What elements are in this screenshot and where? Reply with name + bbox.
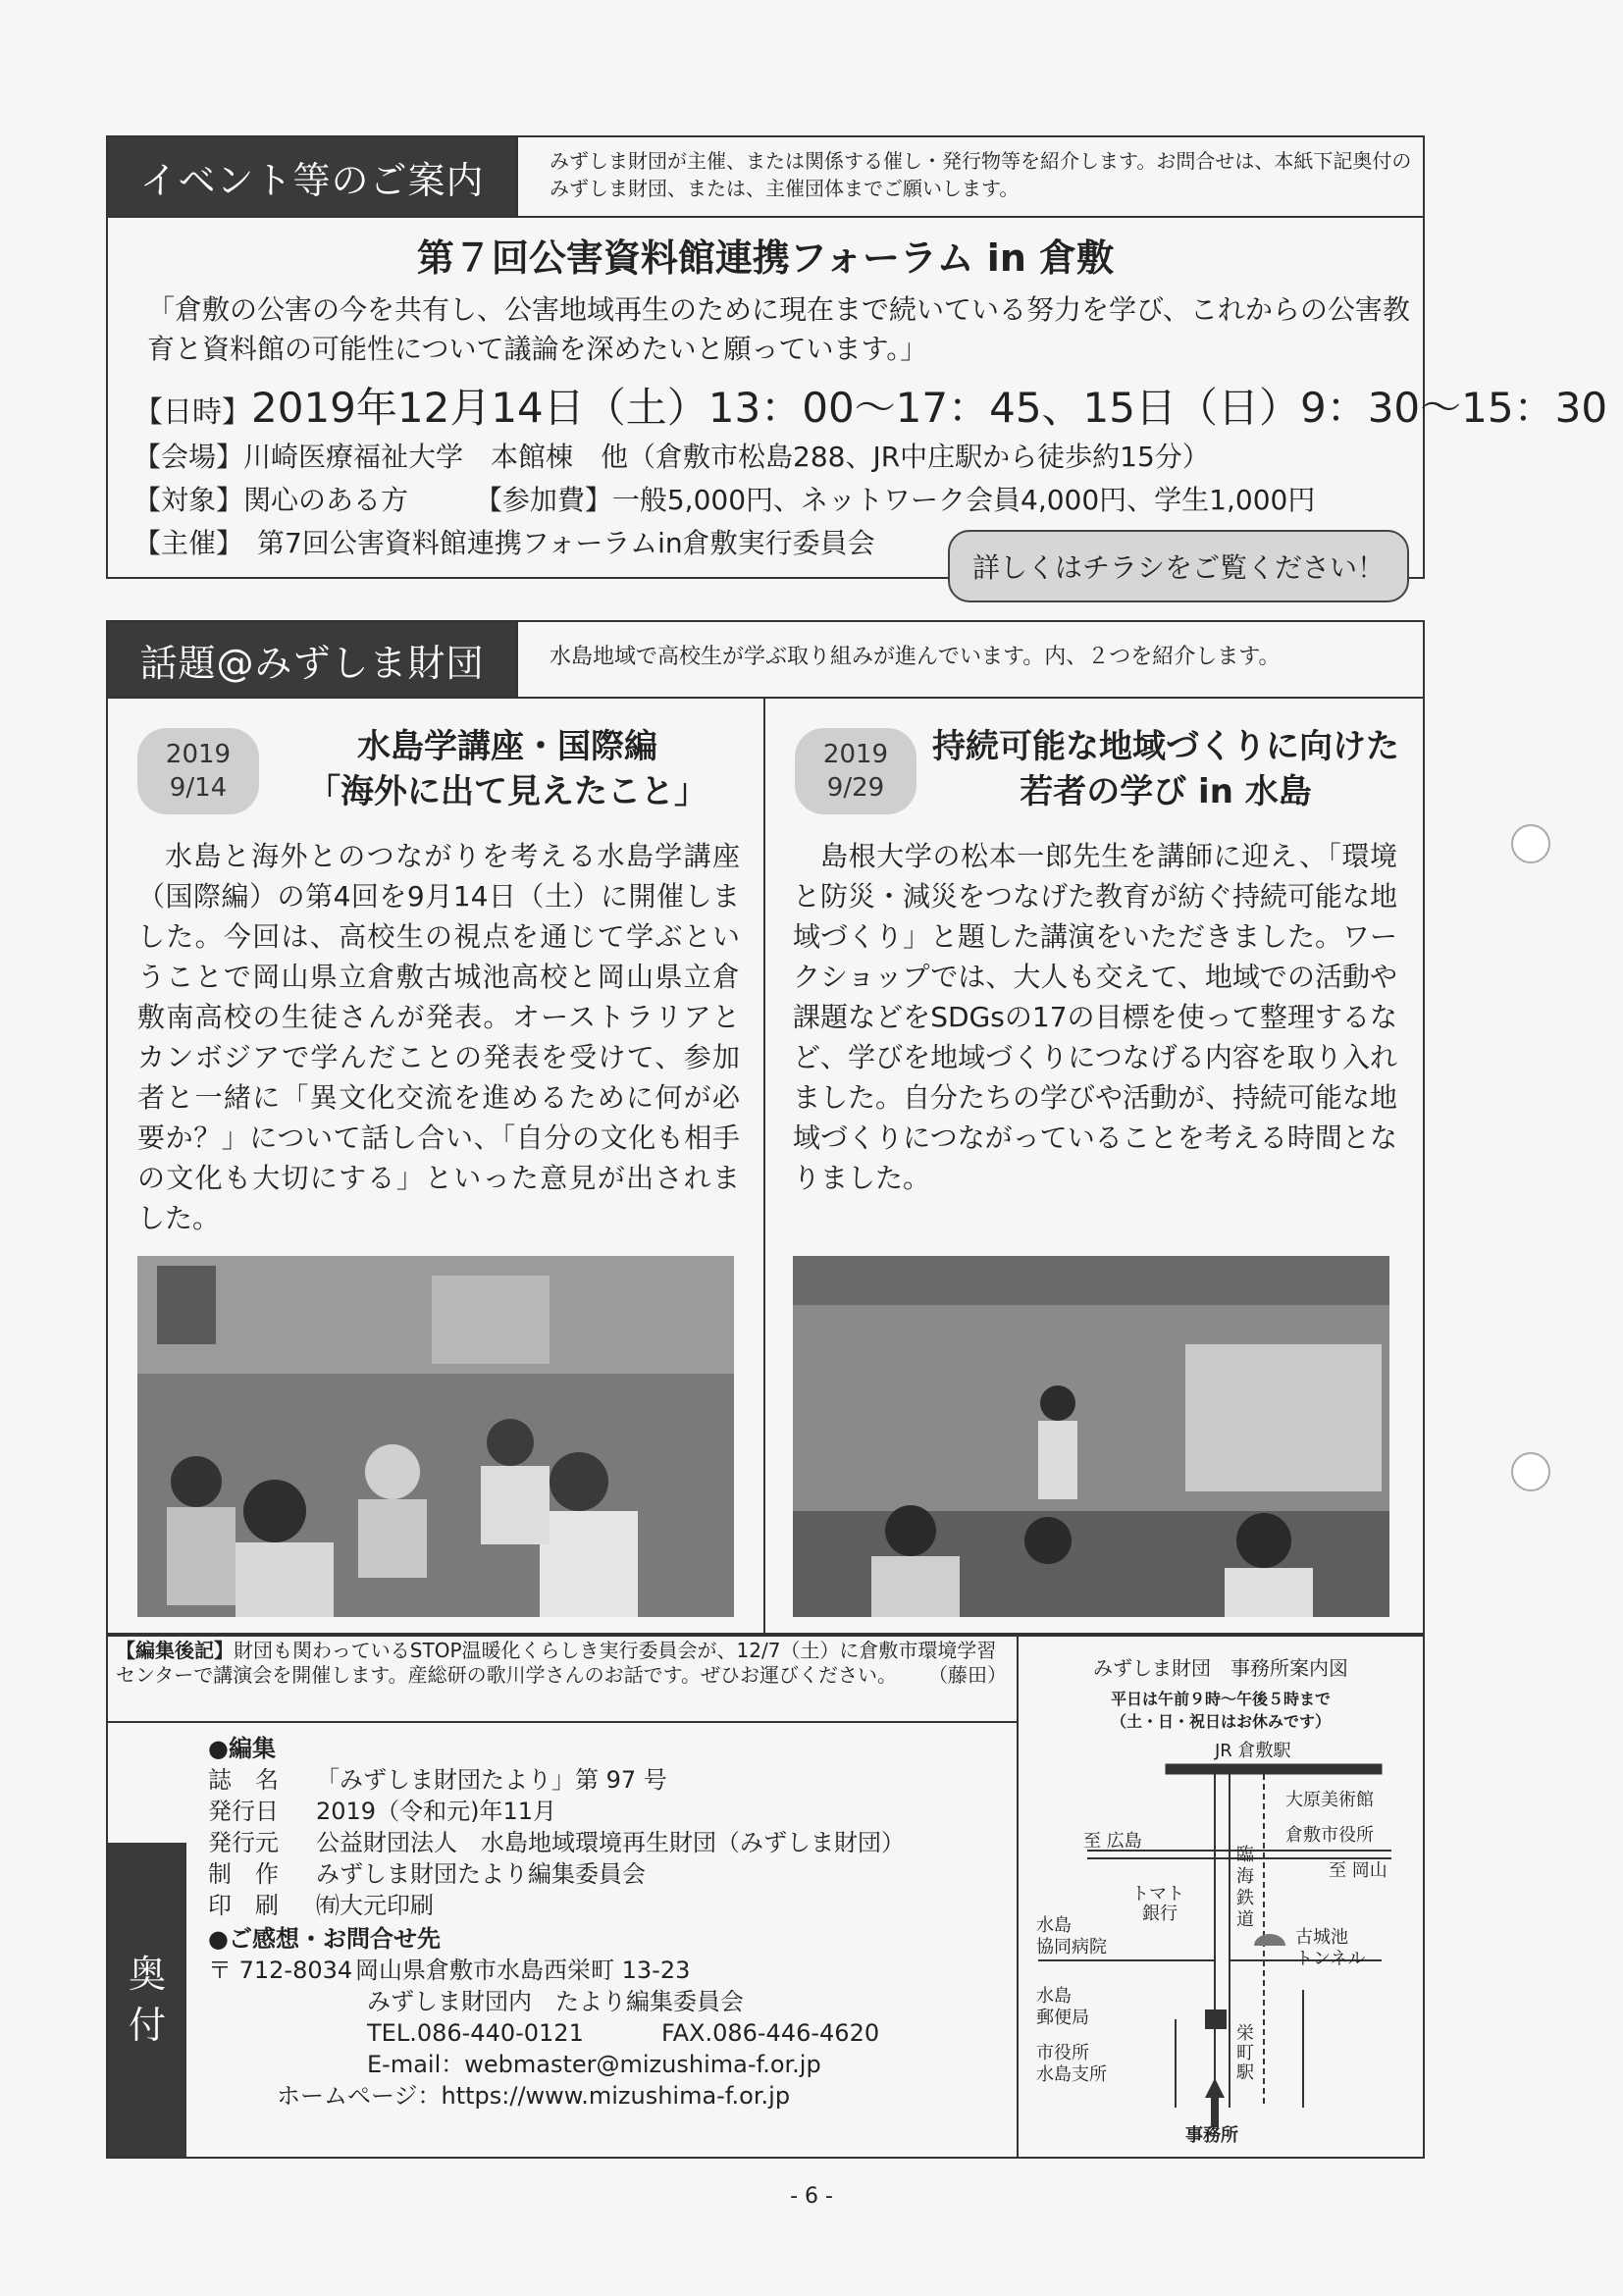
article-1-date: 9/14 <box>169 773 228 803</box>
colophon-row: 発行元 公益財団法人 水島地域環境再生財団（みずしま財団） <box>208 1829 905 1856</box>
colophon-homepage[interactable]: ホームページ：https://www.mizushima-f.or.jp <box>277 2082 791 2110</box>
map-label-hospital-1: 水島 <box>1036 1915 1072 1936</box>
map-label-office: 事務所 <box>1185 2125 1238 2146</box>
events-section-title: イベント等のご案内 <box>139 158 485 202</box>
colophon-dept: みずしま財団内 たより編集委員会 <box>367 1988 744 2015</box>
binder-hole <box>1511 824 1550 863</box>
map-label-hospital-2: 協同病院 <box>1036 1937 1107 1957</box>
colophon-address: 岡山県倉敷市水島西栄町 13-23 <box>355 1957 691 1984</box>
article-2-body: 島根大学の松本一郎先生を講師に迎え、「環境と防災・減災をつなげた教育が紡ぐ持続可能な地域づくり」と題した講演をいただきました。ワークショップでは、大人も交えて、地域での活動や課題などをSDGsの17の目標を使って整理するなど、学びを地域づくりにつなげる内容を取り入れました。自分たちの学びや活動が、持続可能な地域づくりにつながっていることを考える時間となりました。 <box>793 840 1398 1194</box>
editor-note-text: 財団も関わっているSTOP温暖化くらしき実行委員会が、12/7（土）に倉敷市環境学習センターで講演会を開催します。産総研の歌川学さんのお話です。ぜひお運びください。 <box>116 1639 997 1687</box>
map-label-rinkai-4: 道 <box>1236 1909 1254 1930</box>
event-target-label: 【対象】 <box>133 484 244 516</box>
lecture-hall-photo <box>793 1256 1389 1617</box>
map-label-post-2: 郵便局 <box>1036 2008 1089 2028</box>
map-label-kojoike: 古城池 <box>1295 1927 1348 1948</box>
colophon-tel: TEL.086-440-0121 <box>367 2019 584 2047</box>
map-label-tomato-1: トマト <box>1131 1884 1184 1905</box>
event-organizer-value: 第7回公害資料館連携フォーラムin倉敷実行委員会 <box>257 527 875 559</box>
event-organizer-label: 【主催】 <box>133 527 244 559</box>
colophon-row: 印 刷 ㈲大元印刷 <box>208 1892 434 1919</box>
event-venue-label: 【会場】 <box>133 441 244 473</box>
map-title: みずしま財団 事務所案内図 <box>1093 1656 1348 1680</box>
article-1-title: 水島学講座・国際編 「海外に出て見えたこと」 <box>307 727 707 811</box>
office-map <box>1019 1637 1423 2157</box>
events-section-header <box>108 137 516 216</box>
flyer-note-badge: 詳しくはチラシをご覧ください！ <box>948 530 1409 602</box>
article-1-date-badge <box>137 728 259 814</box>
topics-section-title: 話題@みずしま財団 <box>139 641 485 685</box>
map-label-ohara: 大原美術館 <box>1285 1790 1374 1810</box>
editor-note-label: 【編集後記】 <box>116 1639 234 1662</box>
editor-note-signature: （藤田） <box>928 1663 1007 1687</box>
event-date <box>133 383 1607 439</box>
article-1-year: 2019 <box>165 740 232 769</box>
map-label-station: JR 倉敷駅 <box>1215 1741 1291 1761</box>
map-label-branch-1: 市役所 <box>1036 2043 1089 2063</box>
map-label-branch-2: 水島支所 <box>1036 2064 1107 2085</box>
event-fee-label: 【参加費】 <box>474 484 612 516</box>
lecture-discussion-photo <box>137 1256 734 1617</box>
article-2-title: 持続可能な地域づくりに向けた 若者の学び in 水島 <box>932 727 1399 811</box>
topics-intro: 水島地域で高校生が学ぶ取り組みが進んでいます。内、２つを紹介します。 <box>550 645 1281 669</box>
map-label-post-1: 水島 <box>1036 1986 1072 2007</box>
article-2-date-badge <box>795 728 916 814</box>
map-hours: 平日は午前９時〜午後５時まで <box>1110 1690 1331 1708</box>
map-label-sakae-2: 町 <box>1236 2043 1254 2063</box>
colophon-contact-heading: ●ご感想・お問合せ先 <box>208 1925 441 1953</box>
map-label-sakae-3: 駅 <box>1236 2062 1254 2083</box>
article-2-date: 9/29 <box>826 773 885 803</box>
colophon-postal: 〒 712-8034 <box>208 1957 353 1984</box>
colophon <box>208 1733 1013 2112</box>
event-fee-value: 一般5,000円、ネットワーク会員4,000円、学生1,000円 <box>611 484 1316 516</box>
article-2-photo <box>793 1256 1389 1617</box>
map-label-sakae-1: 栄 <box>1236 2023 1254 2044</box>
colophon-row: 誌 名 「みずしま財団たより」第 97 号 <box>208 1766 667 1794</box>
event-organizer <box>133 524 875 563</box>
map-label-tunnel: トンネル <box>1295 1949 1366 1969</box>
event-target-fee <box>133 481 1315 520</box>
article-1-body: 水島と海外とのつながりを考える水島学講座（国際編）の第4回を9月14日（土）に開催しました。今回は、高校生の視点を通じて学ぶということで岡山県立倉敷古城池高校と岡山県立倉敷南高校の生徒さんが発表。オーストラリアとカンボジアで学んだことの発表を受けて、参加者と一緒に「異文化交流を進めるために何が必要か？」について話し合い、「自分の文化も相手の文化も大切にする」といった意見が出されました。 <box>137 840 740 1234</box>
events-intro: みずしま財団が主催、または関係する催し・発行物等を紹介します。お問合せは、本紙下記奥付のみずしま財団、または、主催団体までご願いします。 <box>550 149 1412 200</box>
colophon-label: 奥 付 <box>108 1843 186 2157</box>
colophon-fax: FAX.086-446-4620 <box>661 2019 880 2047</box>
colophon-edit-heading: ●編集 <box>208 1735 276 1762</box>
event-description: 「倉敷の公害の今を共有し、公害地域再生のために現在まで続いている努力を学び、これからの公害教育と資料館の可能性について議論を深めたいと願っています。」 <box>147 293 1410 365</box>
map-closed: （土・日・祝日はお休みです） <box>1110 1712 1331 1731</box>
event-title: 第７回公害資料館連携フォーラム in 倉敷 <box>416 236 1115 280</box>
event-venue <box>133 438 1210 477</box>
event-venue-value: 川崎医療福祉大学 本館棟 他（倉敷市松島288、JR中庄駅から徒歩約15分） <box>243 441 1210 473</box>
colophon-row: 発行日 2019（令和元)年11月 <box>208 1798 556 1825</box>
event-date-value: 2019年12月14日（土）13：00〜17：45、15日（日）9：30〜15：30 <box>251 384 1608 432</box>
map-label-to-hiroshima: 至 広島 <box>1083 1831 1142 1852</box>
map-label-rinkai-1: 臨 <box>1236 1845 1254 1865</box>
colophon-row: 制 作 みずしま財団たより編集委員会 <box>208 1860 646 1888</box>
editor-note <box>116 1639 1007 1688</box>
map-drawing <box>1019 1735 1423 2147</box>
event-target-value: 関心のある方 <box>243 484 409 516</box>
colophon-email[interactable]: E-mail：webmaster@mizushima-f.or.jp <box>367 2051 821 2078</box>
binder-hole <box>1511 1452 1550 1491</box>
topics-section-header <box>108 622 516 697</box>
map-label-tomato-2: 銀行 <box>1142 1904 1178 1924</box>
event-date-label: 【日時】 <box>133 395 251 430</box>
map-label-rinkai-2: 海 <box>1236 1866 1254 1887</box>
article-1-photo <box>137 1256 734 1617</box>
map-label-rinkai-3: 鉄 <box>1236 1888 1254 1908</box>
page-number: - 6 - <box>790 2184 833 2209</box>
map-label-to-okayama: 至 岡山 <box>1329 1860 1387 1881</box>
map-label-city-hall: 倉敷市役所 <box>1285 1825 1374 1846</box>
article-2-year: 2019 <box>822 740 889 769</box>
